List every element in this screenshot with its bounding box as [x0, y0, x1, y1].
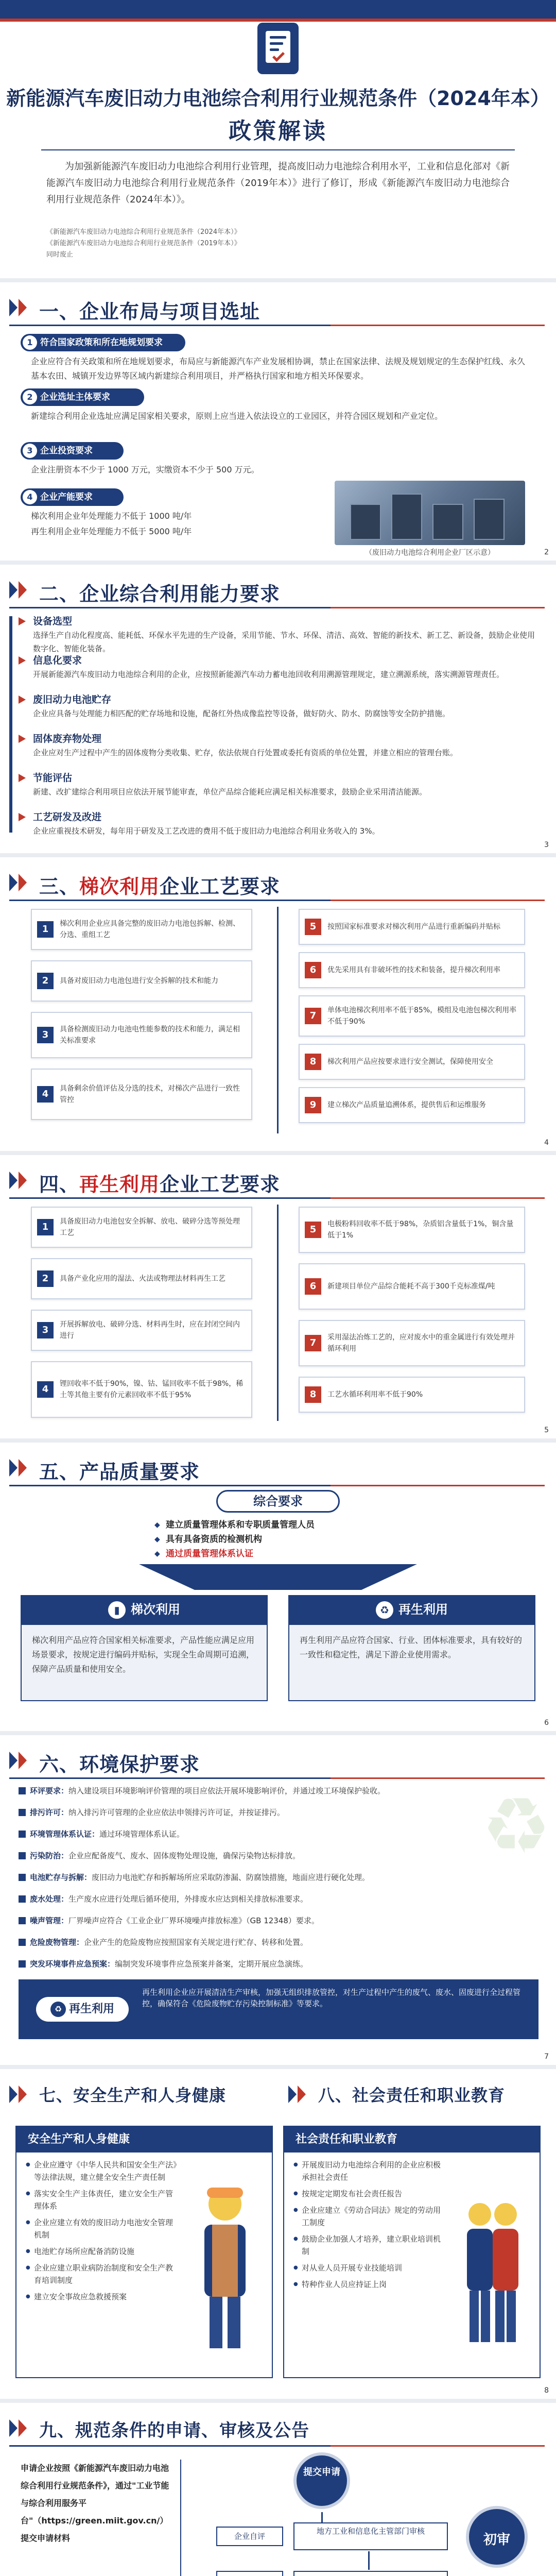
- req-item: 固体废弃物处理 企业应对生产过程中产生的固体废物分类收集、贮存，依法依规自行处置或委托有资质的单位处置，并建立相应的管理台账。: [19, 732, 538, 759]
- req-item: 设备选型 选择生产自动化程度高、能耗低、环保水平先进的生产设备，采用节能、节水、环保、清洁、高效、智能的新技术、新工艺、新设备，鼓励企业使用数字化、智能化装备。: [19, 614, 538, 655]
- section-2-slide: [0, 565, 556, 853]
- section-underline: [9, 1777, 545, 1779]
- process-card: 2 具备对废旧动力电池包进行安全拆解的技术和能力: [31, 960, 252, 1002]
- section-1-slide: [0, 282, 556, 561]
- process-card: 6 新建项目单位产品综合能耗不高于300千克标准煤/吨: [299, 1263, 525, 1310]
- block-4-text-2: 再生利用企业年处理能力不低于 5000 吨/年: [31, 527, 192, 536]
- center-divider: [277, 1205, 279, 1421]
- cover-subtitle: 政策解读: [229, 118, 327, 144]
- start-circle: 提交申请: [293, 2452, 350, 2509]
- chevron-icon: [9, 299, 33, 316]
- block-2-head: 2 企业选址主体要求: [21, 388, 144, 406]
- leaf-watermark: ♻: [481, 1782, 546, 1871]
- cover-note-line-3: 同时废止: [46, 251, 74, 259]
- section-header: [9, 292, 545, 323]
- process-card: 5 电极粉料回收率不低于98%，杂质铝含量低于1%，铜含量低于1%: [299, 1207, 525, 1253]
- section-underline: [9, 1197, 545, 1199]
- node-site-check: [293, 2571, 448, 2576]
- chevron-icon: [9, 1172, 33, 1189]
- process-card: 8 工艺水循环利用率不低于90%: [299, 1377, 525, 1413]
- battery-icon: ▮: [108, 1601, 126, 1619]
- section-title: 二、企业综合利用能力要求: [39, 583, 281, 605]
- circle-first-review: 初审: [466, 2506, 528, 2568]
- chevron-icon: [9, 1459, 33, 1477]
- center-divider: [277, 907, 279, 1133]
- section-7-8-slide: [0, 2069, 556, 2399]
- factory-photo: [335, 481, 525, 545]
- block-4-text-1: 梯次利用企业年处理能力不低于 1000 吨/年: [31, 511, 192, 521]
- block-4-head: 4 企业产能要求: [21, 488, 124, 506]
- process-card: 2 具备产业化应用的湿法、火法或物理法材料再生工艺: [31, 1258, 252, 1299]
- env-row: 危险废物管理：企业产生的危险废物应按照国家有关规定进行贮存、转移和处置。: [19, 1936, 538, 1948]
- application-instructions: 申请企业按照《新能源汽车废旧动力电池综合利用行业规范条件》，通过"工业节能与综合利用服务平台"（https://green.miit.gov.cn/）提交申请材料: [21, 2463, 169, 2543]
- process-card: 7 采用湿法冶炼工艺的，应对废水中的重金属进行有效处理并循环利用: [299, 1320, 525, 1366]
- cover-accent-bar: [0, 19, 556, 22]
- recycling-footer: [19, 1979, 538, 2039]
- photo-caption: （废旧动力电池综合利用企业厂区示意）: [365, 549, 495, 557]
- document-check-icon: [257, 23, 299, 74]
- cover-note-line-2: 《新能源汽车废旧动力电池综合利用行业规范条件（2019年本）》: [46, 240, 241, 247]
- safety-list: ● 企业应遵守《中华人民共和国安全生产法》等法律法规，建立健全安全生产责任制 ● 落实安全生产主体责任，建立安全生产管理体系 ● 企业应建立有效的废旧动力电池安全管理机制 ● 电池贮存场所应配备消防设施 ● 企业应建立职业病防治制度和安全生产教育培训制度 ● 建立安全事故应急救援预案: [26, 2159, 180, 2307]
- env-row: 排污许可：纳入排污许可管理的企业应依法申领排污许可证，并按证排污。: [19, 1806, 538, 1819]
- flow-line: [368, 2551, 370, 2570]
- section-title: 九、规范条件的申请、审核及公告: [39, 2420, 309, 2441]
- process-card: 1 梯次利用企业应具备完整的废旧动力电池包拆解、检测、分选、重组工艺: [31, 909, 252, 950]
- chevron-icon: [288, 2086, 312, 2103]
- section-9-slide: [0, 2403, 556, 2576]
- section-header: [9, 2412, 545, 2443]
- cover-divider: [41, 149, 515, 150]
- section-header: [9, 1452, 545, 1483]
- chevron-icon: [9, 581, 33, 599]
- req-item: 信息化要求 开展新能源汽车废旧动力电池综合利用的企业，应按照新能源汽车动力蓄电池回收利用溯源管理规定，建立溯源系统，落实溯源管理责任。: [19, 653, 538, 681]
- section-header: [9, 574, 545, 605]
- process-card: 8 梯次利用产品应按要求进行安全测试，保障使用安全: [299, 1044, 525, 1080]
- req-line: ◆ 通过质量管理体系认证: [154, 1547, 402, 1561]
- cover-intro: 为加强新能源汽车废旧动力电池综合利用行业管理，提高废旧动力电池综合利用水平，工业和信息化部对《新能源汽车废旧动力电池综合利用行业规范条件（2019年本）》进行了修订，形成《新能源汽车废旧动力电池综合利用行业规范条件（2024年本）》。: [46, 161, 510, 205]
- section-underline: [9, 325, 545, 326]
- block-2-text: 新建综合利用企业选址应满足国家相关要求，原则上应当进入依法设立的工业园区，并符合园区规划和产业定位。: [31, 411, 443, 421]
- env-row: 噪声管理：厂界噪声应符合《工业企业厂界环境噪声排放标准》（GB 12348）要求。: [19, 1914, 538, 1927]
- cover-note: [46, 227, 510, 261]
- chevron-icon: [9, 2419, 33, 2437]
- cascade-body: 梯次利用产品应符合国家相关标准要求，产品性能应满足应用场景要求，按规定进行编码并贴标，实现全生命周期可追溯，保障产品质量和使用安全。: [21, 1624, 268, 1701]
- block-3-head: 3 企业投资要求: [21, 442, 124, 460]
- req-item: 废旧动力电池贮存 企业应具备与处理能力相匹配的贮存场地和设施，配备红外热成像监控等设备，做好防火、防水、防腐蚀等安全防护措施。: [19, 692, 538, 720]
- env-row: 电池贮存与拆解：废旧动力电池贮存和拆解场所应采取防渗漏、防腐蚀措施，地面应进行硬化处理。: [19, 1871, 538, 1884]
- funnel-shape: [139, 1564, 417, 1590]
- general-requirements-pill: 综合要求: [216, 1490, 340, 1513]
- node-self-eval: 企业自评: [216, 2527, 283, 2546]
- process-card: 7 单体电池梯次利用率不低于85%，模组及电池包梯次利用率不低于90%: [299, 995, 525, 1037]
- section-5-slide: [0, 1443, 556, 1731]
- env-row: 污染防治：企业应配备废气、废水、固体废物处理设施，确保污染物达标排放。: [19, 1850, 538, 1862]
- block-3-text: 企业注册资本不少于 1000 万元，实缴资本不少于 500 万元。: [31, 465, 259, 474]
- process-card: 9 建立梯次产品质量追溯体系，提供售后和运维服务: [299, 1087, 525, 1123]
- process-card: 4 具备剩余价值评估及分选的技术，对梯次产品进行一致性管控: [31, 1069, 252, 1120]
- req-line: ◆ 具有具备资质的检测机构: [154, 1532, 402, 1547]
- section-title: 五、产品质量要求: [39, 1461, 200, 1483]
- env-row: 环境管理体系认证：通过环境管理体系认证。: [19, 1828, 538, 1840]
- chevron-icon: [9, 1752, 33, 1769]
- group-people-icon: [454, 2173, 531, 2359]
- process-card: 6 优先采用具有非破坏性的技术和装备，提升梯次利用率: [299, 952, 525, 988]
- section-header: [9, 1164, 545, 1195]
- section-header: [9, 867, 545, 897]
- node-local-review: 地方工业和信息化主管部门审核: [293, 2522, 448, 2550]
- recycle-body: 再生利用产品应符合国家、行业、团体标准要求，具有较好的一致性和稳定性，满足下游企业使用需求。: [288, 1624, 535, 1701]
- cover-note-line-1: 《新能源汽车废旧动力电池综合利用行业规范条件（2024年本）》: [46, 228, 241, 236]
- section-header: [9, 1744, 545, 1775]
- chevron-icon: [9, 874, 33, 891]
- safety-worker-icon: [186, 2173, 264, 2359]
- section-header-right: [288, 2078, 546, 2109]
- recycle-icon: ♻: [50, 2002, 66, 2017]
- req-line: ◆ 建立质量管理体系和专职质量管理人员: [154, 1518, 402, 1532]
- social-head: 社会责任和职业教育: [284, 2127, 540, 2153]
- page-number: 3: [544, 841, 549, 849]
- process-card: 3 开展拆解放电、破碎分选、材料再生时，应在封闭空间内进行: [31, 1310, 252, 1351]
- section-underline: [9, 900, 545, 901]
- env-row: 环评要求：纳入建设项目环境影响评价管理的项目应依法开展环境影响评价，并通过竣工环境保护验收。: [19, 1785, 538, 1797]
- block-1-head: 1 符合国家政策和所在地规划要求: [21, 334, 185, 351]
- section-title: 三、梯次利用企业工艺要求: [39, 875, 281, 898]
- page-number: 7: [544, 2053, 549, 2061]
- safety-head: 安全生产和人身健康: [16, 2127, 272, 2153]
- node-expert-review: [216, 2571, 283, 2576]
- chevron-icon: [9, 2086, 33, 2103]
- process-card: 4 锂回收率不低于90%，镍、钴、锰回收率不低于98%，稀土等其他主要有价元素回收率不低于95%: [31, 1361, 252, 1418]
- recycling-label: ♻ 再生利用: [36, 1997, 129, 2022]
- env-row: 废水处理：生产废水应进行处理后循环使用，外排废水应达到相关排放标准要求。: [19, 1893, 538, 1905]
- block-1-text: 企业应符合有关政策和所在地规划要求，布局应与新能源汽车产业发展相协调，禁止在国家法律、法规及规划规定的生态保护红线、永久基本农田、城镇开发边界等区域内新建综合利用项目，并严格执行国家和地方相关环保要求。: [31, 357, 526, 381]
- section-underline: [9, 2445, 545, 2447]
- process-card: 5 按照国家标准要求对梯次利用产品进行重新编码并贴标: [299, 909, 525, 945]
- cover-title: 新能源汽车废旧动力电池综合利用行业规范条件（2024年本）: [6, 87, 550, 110]
- social-column: [283, 2126, 541, 2378]
- page-number: 8: [544, 2386, 549, 2395]
- recycle-icon: ♻: [376, 1601, 393, 1619]
- section-header-left: [9, 2078, 267, 2109]
- env-row: 突发环境事件应急预案：编制突发环境事件应急预案并备案，定期开展应急演练。: [19, 1958, 538, 1970]
- process-card: 3 具备检测废旧动力电池电性能参数的技术和能力，满足相关标准要求: [31, 1012, 252, 1058]
- cover-slide: [0, 0, 556, 278]
- page-number: 4: [544, 1139, 549, 1147]
- social-list: ● 开展废旧动力电池综合利用的企业应积极承担社会责任 ● 按规定定期发布社会责任报告 ● 企业应建立《劳动合同法》规定的劳动用工制度 ● 鼓励企业加强人才培养，建立职业培训机制 ● 对从业人员开展专业技能培训 ● 特种作业人员应持证上岗: [293, 2159, 448, 2295]
- page-number: 2: [544, 548, 549, 556]
- general-requirements-list: [154, 1518, 402, 1561]
- safety-column: [15, 2126, 273, 2378]
- section-underline: [9, 1485, 545, 1486]
- cover-top-bar: [0, 0, 556, 19]
- section-underline: [9, 607, 545, 608]
- process-card: 1 具备废旧动力电池包安全拆解、放电、破碎分选等预处理工艺: [31, 1207, 252, 1248]
- vertical-separator: [180, 2460, 181, 2576]
- req-item: 节能评估 新建、改扩建综合利用项目应依法开展节能审查，单位产品综合能耗应满足相关标准要求，鼓励企业采用清洁能源。: [19, 771, 538, 799]
- section-title: 八、社会责任和职业教育: [318, 2086, 506, 2105]
- section-title: 六、环境保护要求: [39, 1753, 200, 1776]
- section-4-slide: [0, 1155, 556, 1438]
- cascade-head: ▮ 梯次利用: [21, 1595, 268, 1624]
- recycling-text: 再生利用企业应开展清洁生产审核，加强无组织排放管控，对生产过程中产生的废气、废水、固废进行全过程管控，确保符合《危险废物贮存污染控制标准》等要求。: [142, 1988, 521, 2008]
- req-item: 工艺研发及改进 企业应重视技术研发，每年用于研发及工艺改进的费用不低于废旧动力电池综合利用业务收入的 3%。: [19, 810, 538, 838]
- section-title: 一、企业布局与项目选址: [39, 300, 260, 323]
- side-bar: [9, 616, 12, 833]
- section-3-slide: [0, 857, 556, 1151]
- page-number: 6: [544, 1719, 549, 1727]
- recycle-head: ♻ 再生利用: [288, 1595, 535, 1624]
- section-title: 四、再生利用企业工艺要求: [39, 1173, 281, 1196]
- section-6-slide: [0, 1735, 556, 2065]
- page-number: 5: [544, 1426, 549, 1434]
- section-title: 七、安全生产和人身健康: [39, 2086, 227, 2105]
